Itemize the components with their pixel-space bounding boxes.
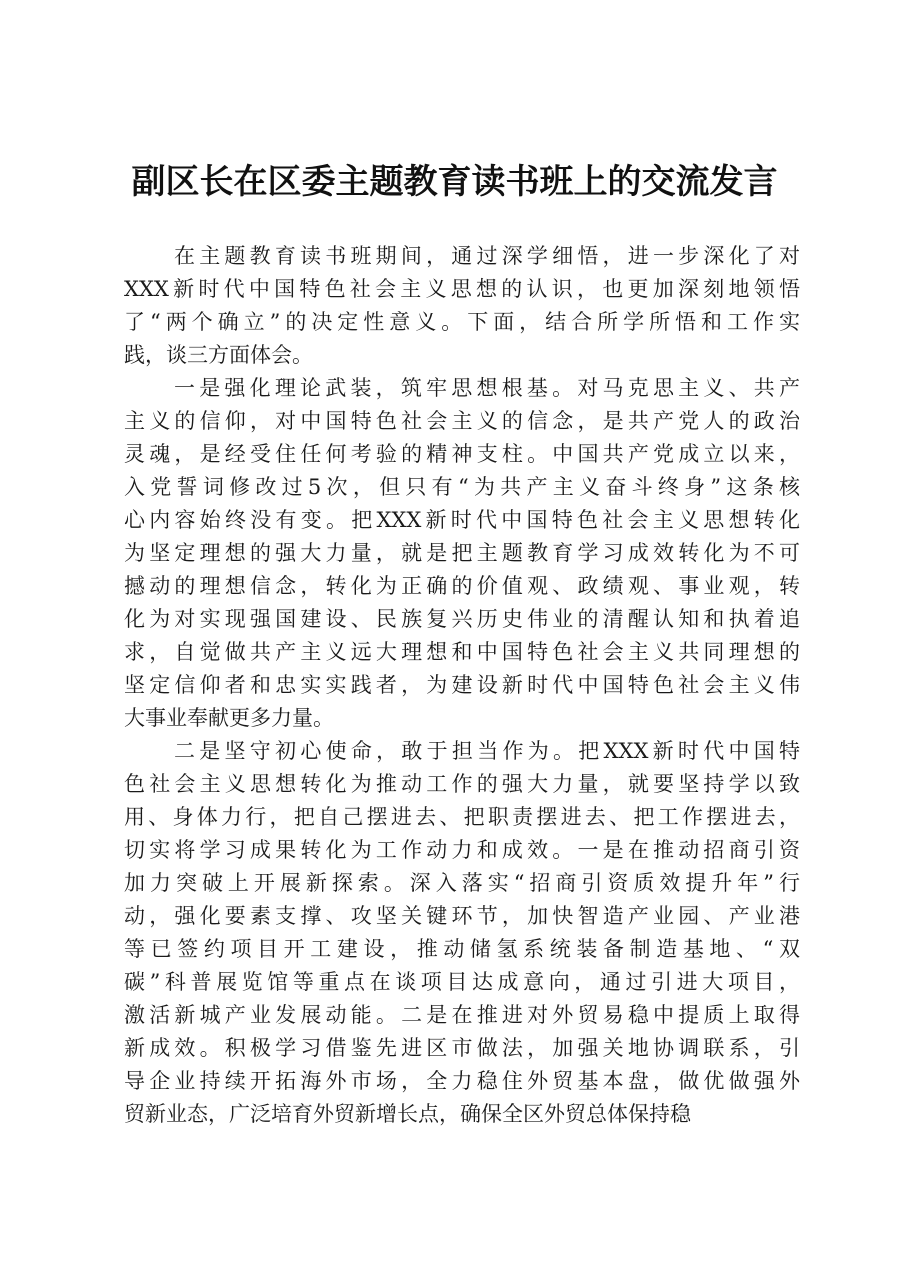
body-paragraph bbox=[124, 735, 800, 1131]
paragraph-line: 践，谈三方面体会。 bbox=[124, 343, 313, 367]
paragraph-line: 坚定信仰者和忠实实践者，为建设新时代中国特色社会主义伟 bbox=[124, 673, 800, 697]
paragraph-line: 导企业持续开拓海外市场，全力稳住外贸基本盘，做优做强外 bbox=[124, 1069, 800, 1093]
paragraph-line: 加力突破上开展新探索。深入落实“招商引资质效提升年”行 bbox=[124, 871, 800, 895]
paragraph-line: 贸新业态，广泛培育外贸新增长点，确保全区外贸总体保持稳 bbox=[124, 1102, 691, 1126]
paragraph-line: 碳”科普展览馆等重点在谈项目达成意向，通过引进大项目， bbox=[124, 970, 800, 994]
paragraph-line: 撼动的理想信念，转化为正确的价值观、政绩观、事业观，转 bbox=[124, 574, 800, 598]
document-body bbox=[124, 240, 800, 1131]
paragraph-line: 灵魂，是经受住任何考验的精神支柱。中国共产党成立以来， bbox=[124, 442, 800, 466]
paragraph-line: 用、身体力行，把自己摆进去、把职责摆进去、把工作摆进去， bbox=[124, 805, 800, 829]
paragraph-line: 大事业奉献更多力量。 bbox=[124, 706, 334, 730]
paragraph-line: 新成效。积极学习借鉴先进区市做法，加强关地协调联系，引 bbox=[124, 1036, 800, 1060]
paragraph-line: 激活新城产业发展动能。二是在推进对外贸易稳中提质上取得 bbox=[124, 1003, 800, 1027]
paragraph-line: 色社会主义思想转化为推动工作的强大力量，就要坚持学以致 bbox=[124, 772, 800, 796]
paragraph-line: 在主题教育读书班期间，通过深学细悟，进一步深化了对 bbox=[174, 244, 800, 268]
body-paragraph bbox=[124, 240, 800, 372]
body-paragraph bbox=[124, 372, 800, 735]
paragraph-line: 求，自觉做共产主义远大理想和中国特色社会主义共同理想的 bbox=[124, 640, 800, 664]
paragraph-line: 为坚定理想的强大力量，就是把主题教育学习成效转化为不可 bbox=[124, 541, 800, 565]
paragraph-line: XXX新时代中国特色社会主义思想的认识，也更加深刻地领悟 bbox=[124, 277, 800, 301]
paragraph-line: 了“两个确立”的决定性意义。下面，结合所学所悟和工作实 bbox=[124, 310, 800, 334]
paragraph-line: 动，强化要素支撑、攻坚关键环节，加快智造产业园、产业港 bbox=[124, 904, 800, 928]
paragraph-line: 等已签约项目开工建设，推动储氢系统装备制造基地、“双 bbox=[124, 937, 800, 961]
paragraph-line: 切实将学习成果转化为工作动力和成效。一是在推动招商引资 bbox=[124, 838, 800, 862]
paragraph-line: 入党誓词修改过5次，但只有“为共产主义奋斗终身”这条核 bbox=[124, 475, 800, 499]
paragraph-line: 一是强化理论武装，筑牢思想根基。对马克思主义、共产 bbox=[174, 376, 800, 400]
paragraph-line: 主义的信仰，对中国特色社会主义的信念，是共产党人的政治 bbox=[124, 409, 800, 433]
paragraph-line: 化为对实现强国建设、民族复兴历史伟业的清醒认知和执着追 bbox=[124, 607, 800, 631]
document-title: 副区长在区委主题教育读书班上的交流发言 bbox=[131, 162, 778, 202]
paragraph-line: 二是坚守初心使命，敢于担当作为。把XXX新时代中国特 bbox=[174, 739, 800, 763]
paragraph-line: 心内容始终没有变。把XXX新时代中国特色社会主义思想转化 bbox=[124, 508, 800, 532]
